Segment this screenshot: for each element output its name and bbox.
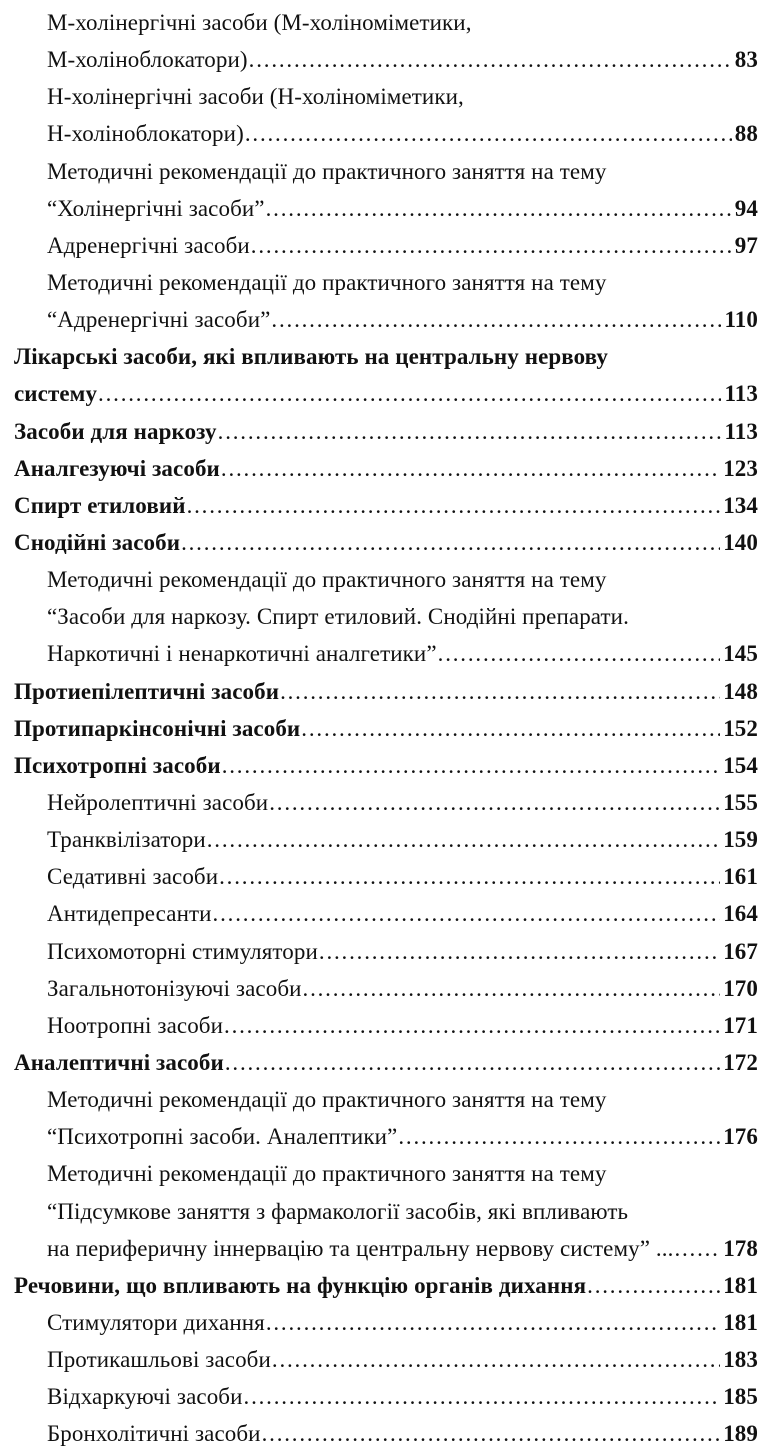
dot-leader (187, 487, 721, 524)
toc-page-number: 183 (723, 1347, 758, 1373)
toc-entry-title: Ноотропні засоби (47, 1012, 224, 1038)
toc-subentry-line (14, 153, 758, 190)
toc-entry-title: Аналгезуючі засоби (14, 455, 220, 481)
toc-entry-line (14, 375, 758, 412)
dot-leader (213, 895, 721, 932)
toc-subentry-line (14, 1304, 758, 1341)
dot-leader (181, 524, 720, 561)
toc-entry-title: Наркотичні і ненаркотичні аналгетики” (47, 641, 437, 667)
toc-subentry-line (14, 561, 758, 598)
toc-subentry-line (14, 264, 758, 301)
toc-page-number: 113 (724, 381, 758, 407)
toc-entry-title: Бронхолітичні засоби (47, 1421, 261, 1447)
toc-entry-title: “Холінергічні засоби” (47, 195, 265, 221)
toc-entry-title: Методичні рекомендації до практичного заняття на тему (47, 1087, 607, 1113)
toc-subentry-line (14, 1230, 758, 1267)
toc-subentry-line (14, 227, 758, 264)
toc-page-number: 94 (734, 195, 758, 221)
toc-entry-title: Протиепілептичні засоби (14, 678, 280, 704)
toc-entry-title: Засоби для наркозу (14, 418, 217, 444)
toc-entry-line (14, 524, 758, 561)
toc-subentry-line (14, 895, 758, 932)
toc-page-number: 178 (723, 1235, 758, 1261)
toc-page-number: 83 (734, 47, 758, 73)
toc-subentry-line (14, 4, 758, 41)
toc-entry-title: Стимулятори дихання (47, 1309, 265, 1335)
dot-leader (251, 227, 732, 264)
toc-subentry-line (14, 78, 758, 115)
toc-entry-title: Психотропні засоби (14, 752, 221, 778)
toc-subentry-line (14, 115, 758, 152)
dot-leader (319, 933, 720, 970)
toc-page-number: 181 (723, 1272, 758, 1298)
toc-entry-title: Адренергічні засоби (47, 232, 250, 258)
toc-page-number: 189 (723, 1421, 758, 1447)
toc-entry-title: Снодійні засоби (14, 529, 181, 555)
toc-subentry-line (14, 784, 758, 821)
dot-leader (398, 1118, 720, 1155)
toc-page-number: 140 (723, 529, 758, 555)
dot-leader (271, 301, 721, 338)
toc-subentry-line (14, 821, 758, 858)
toc-entry-title: “Засоби для наркозу. Спирт етиловий. Снодійні препарати. (47, 604, 629, 630)
dot-leader (225, 1044, 720, 1081)
dot-leader (244, 1378, 721, 1415)
toc-entry-title: Відхаркуючі засоби (47, 1384, 243, 1410)
toc-entry-title: Психомоторні стимулятори (47, 938, 318, 964)
toc-entry-title: Протикашльові засоби (47, 1347, 271, 1373)
toc-page-number: 181 (723, 1309, 758, 1335)
toc-subentry-line (14, 1155, 758, 1192)
toc-entry-line (14, 450, 758, 487)
dot-leader (245, 115, 732, 152)
toc-subentry-line (14, 970, 758, 1007)
dot-leader (221, 450, 720, 487)
toc-page-number: 164 (723, 901, 758, 927)
toc-entry-title: “Адренергічні засоби” (47, 307, 271, 333)
dot-leader (280, 673, 720, 710)
toc-page-number: 123 (723, 455, 758, 481)
toc-entry-line (14, 487, 758, 524)
dot-leader (301, 710, 720, 747)
toc-entry-line (14, 1044, 758, 1081)
toc-entry-title: Седативні засоби (47, 864, 219, 890)
dot-leader (222, 747, 720, 784)
toc-subentry-line (14, 858, 758, 895)
toc-entry-title: Н-холінергічні засоби (Н-холіноміметики, (47, 84, 464, 110)
toc-subentry-line (14, 1081, 758, 1118)
dot-leader (249, 41, 732, 78)
toc-entry-line (14, 413, 758, 450)
toc-subentry-line (14, 933, 758, 970)
dot-leader (438, 635, 721, 672)
toc-entry-title: Лікарські засоби, які впливають на центральну нервову (14, 344, 608, 370)
toc-page-number: 159 (723, 827, 758, 853)
toc-page-number: 161 (723, 864, 758, 890)
toc-entry-title: Методичні рекомендації до практичного заняття на тему (47, 1161, 607, 1187)
toc-page-number: 185 (723, 1384, 758, 1410)
toc-entry-title: Загальнотонізуючі засоби (47, 975, 302, 1001)
toc-subentry-line (14, 1007, 758, 1044)
toc-page-number: 145 (723, 641, 758, 667)
toc-entry-title: Нейролептичні засоби (47, 789, 269, 815)
toc-subentry-line (14, 635, 758, 672)
toc-page-number: 97 (734, 232, 758, 258)
toc-entry-title: на периферичну іннервацію та центральну нервову систему” ... (47, 1235, 674, 1261)
toc-page-number: 148 (723, 678, 758, 704)
toc-entry-line (14, 673, 758, 710)
toc-entry-line (14, 1267, 758, 1304)
toc-subentry-line (14, 1378, 758, 1415)
toc-page-number: 176 (723, 1124, 758, 1150)
dot-leader (587, 1267, 720, 1304)
toc-entry-line (14, 747, 758, 784)
toc-subentry-line (14, 190, 758, 227)
toc-subentry-line (14, 41, 758, 78)
toc-page-number: 113 (724, 418, 758, 444)
toc-page-number: 152 (723, 715, 758, 741)
dot-leader (272, 1341, 720, 1378)
toc-page-number: 155 (723, 789, 758, 815)
toc-entry-title: “Психотропні засоби. Аналептики” (47, 1124, 398, 1150)
toc-entry-title: М-холінергічні засоби (М-холіноміметики, (47, 10, 472, 35)
dot-leader (207, 821, 720, 858)
dot-leader (262, 1415, 721, 1452)
dot-leader (266, 1304, 720, 1341)
toc-entry-title: Методичні рекомендації до практичного заняття на тему (47, 269, 607, 295)
toc-subentry-line (14, 1415, 758, 1452)
toc-entry-title: “Підсумкове заняття з фармакології засобів, які впливають (47, 1198, 629, 1224)
toc-page-number: 110 (724, 307, 758, 333)
toc-entry-line (14, 338, 758, 375)
toc-page-number: 134 (723, 492, 758, 518)
toc-entry-title: Транквілізатори (47, 827, 206, 853)
toc-subentry-line (14, 1118, 758, 1155)
toc-entry-title: Н-холіноблокатори) (47, 121, 244, 147)
dot-leader (303, 970, 721, 1007)
dot-leader (266, 190, 732, 227)
toc-subentry-line (14, 1341, 758, 1378)
toc-entry-title: Речовини, що впливають на функцію органів дихання (14, 1272, 587, 1298)
dot-leader (224, 1007, 720, 1044)
toc-entry-title: Спирт етиловий (14, 492, 186, 518)
toc-page-number: 88 (734, 121, 758, 147)
toc-entry-title: Методичні рекомендації до практичного заняття на тему (47, 567, 607, 593)
table-of-contents (14, 4, 758, 1452)
toc-entry-title: Аналептичні засоби (14, 1049, 224, 1075)
toc-entry-title: Методичні рекомендації до практичного заняття на тему (47, 158, 607, 184)
dot-leader (98, 375, 721, 412)
toc-entry-title: М-холіноблокатори) (47, 47, 248, 73)
toc-page-number: 171 (723, 1012, 758, 1038)
toc-page-number: 167 (723, 938, 758, 964)
dot-leader (218, 413, 722, 450)
toc-subentry-line (14, 598, 758, 635)
toc-subentry-line (14, 301, 758, 338)
toc-entry-title: Протипаркінсонічні засоби (14, 715, 301, 741)
toc-page-number: 170 (723, 975, 758, 1001)
toc-entry-line (14, 710, 758, 747)
toc-page-number: 154 (723, 752, 758, 778)
dot-leader (269, 784, 720, 821)
dot-leader (674, 1230, 720, 1267)
dot-leader (219, 858, 720, 895)
toc-entry-title: систему (14, 381, 98, 407)
toc-subentry-line (14, 1193, 758, 1230)
toc-page-number: 172 (723, 1049, 758, 1075)
toc-entry-title: Антидепресанти (47, 901, 212, 927)
